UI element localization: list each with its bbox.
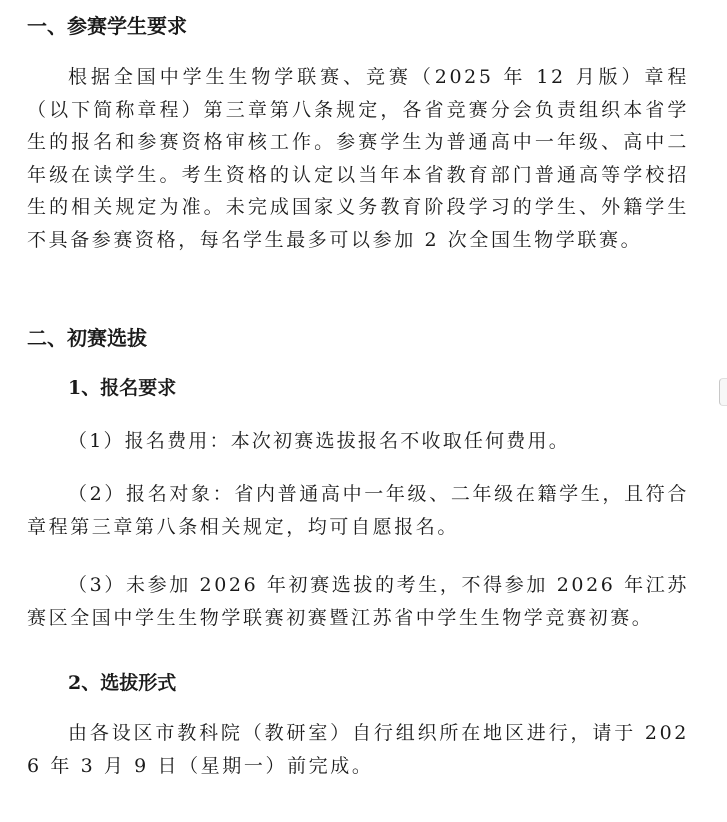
subheading-registration-requirements: 1、报名要求 (68, 377, 177, 399)
subheading-selection-format: 2、选拔形式 (68, 672, 177, 694)
page-edge-handle[interactable] (719, 378, 727, 406)
registration-fee-item: （1）报名费用：本次初赛选拔报名不收取任何费用。 (68, 430, 570, 452)
participant-requirements-paragraph: 根据全国中学生生物学联赛、竞赛（2025 年 12 月版）章程（以下简称章程）第三章第八条规定，各省竞赛分会负责组织本省学生的报名和参赛资格审核工作。参赛学生为普通高中一年级、高中二年级在读学生。考生资格的认定以当年本省教育部门普通高等学校招生的相关规定为准。未完成国家义务教育阶段学习的学生、外籍学生不具备参赛资格，每名学生最多可以参加 2 次全国生物学联赛。 (27, 66, 689, 251)
registration-eligibility-item: （2）报名对象：省内普通高中一年级、二年级在籍学生，且符合章程第三章第八条相关规定，均可自愿报名。 (27, 483, 689, 538)
selection-format-paragraph: 由各设区市教科院（教研室）自行组织所在地区进行，请于 2026 年 3 月 9 日（星期一）前完成。 (27, 722, 689, 777)
section-heading-preliminary-selection: 二、初赛选拔 (27, 326, 147, 350)
section-heading-participant-requirements: 一、参赛学生要求 (27, 14, 187, 38)
preliminary-participation-item: （3）未参加 2026 年初赛选拔的考生，不得参加 2026 年江苏赛区全国中学生生物学联赛初赛暨江苏省中学生生物学竞赛初赛。 (27, 574, 689, 629)
